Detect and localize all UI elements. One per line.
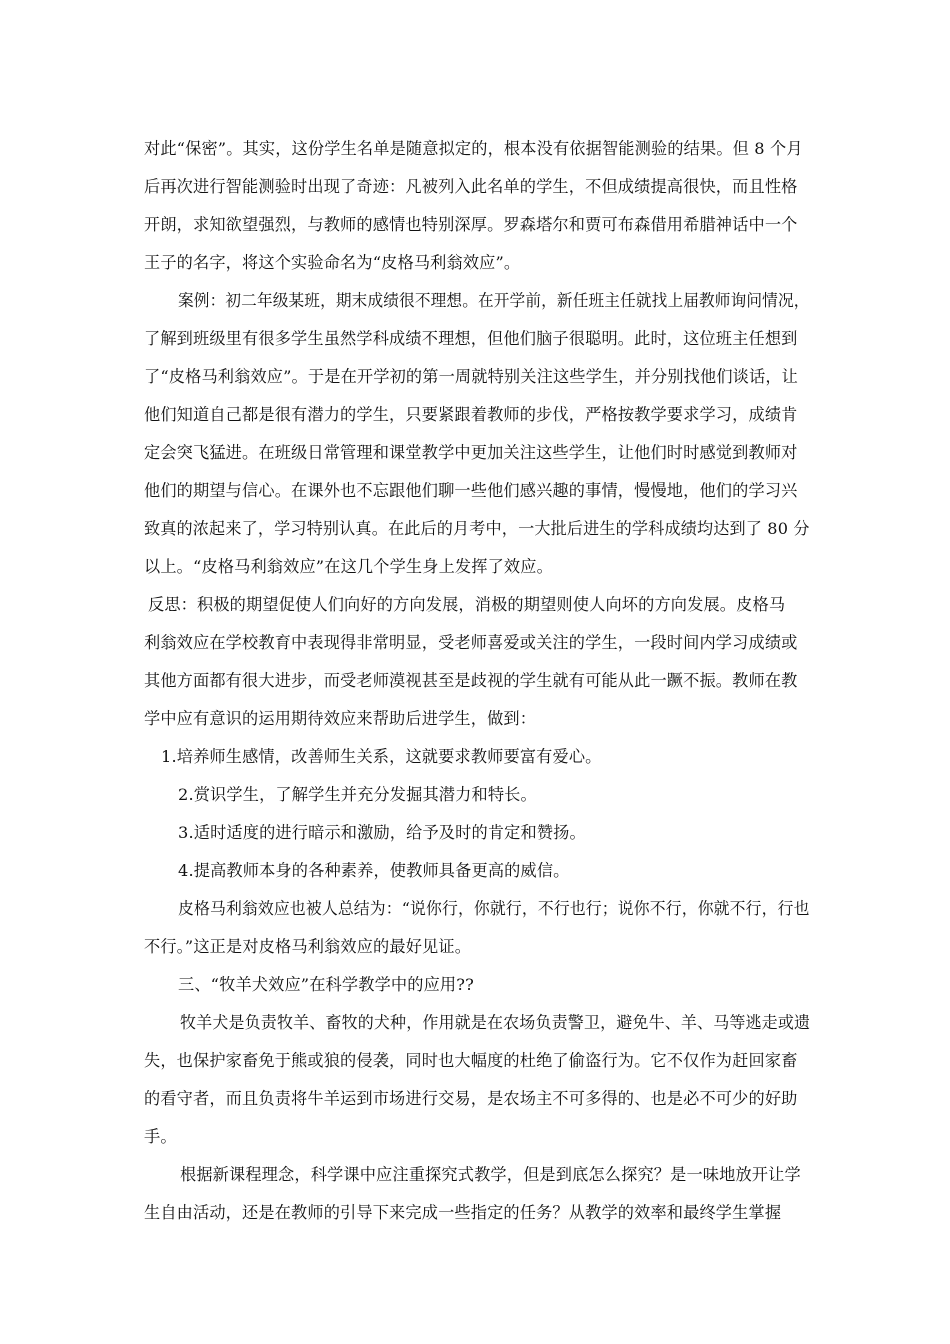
text-line: 牧羊犬是负责牧羊、畜牧的犬种，作用就是在农场负责警卫，避免牛、羊、马等逃走或遗 [180, 1013, 811, 1032]
text-line: 了“皮格马利翁效应”。于是在开学初的第一周就特别关注这些学生，并分别找他们谈话，让 [144, 367, 799, 386]
text-line: 定会突飞猛进。在班级日常管理和课堂教学中更加关注这些学生，让他们时时感觉到教师对 [144, 443, 798, 462]
list-item: 4.提高教师本身的各种素养，使教师具备更高的威信。 [178, 861, 570, 880]
text-line: 皮格马利翁效应也被人总结为：“说你行，你就行，不行也行；说你不行，你就不行，行也 [178, 899, 810, 918]
text-line: 致真的浓起来了，学习特别认真。在此后的月考中，一大批后进生的学科成绩均达到了 80 分 [144, 519, 810, 538]
text-line: 利翁效应在学校教育中表现得非常明显，受老师喜爱或关注的学生，一段时间内学习成绩或 [144, 633, 798, 652]
text-line: 案例：初二年级某班，期末成绩很不理想。在开学前，新任班主任就找上届教师询问情况， [178, 291, 810, 310]
text-line: 学中应有意识的运用期待效应来帮助后进学生，做到： [144, 709, 537, 728]
text-line: 根据新课程理念，科学课中应注重探究式教学，但是到底怎么探究？是一味地放开让学 [180, 1165, 801, 1184]
list-item: 1.培养师生感情，改善师生关系，这就要求教师要富有爱心。 [161, 747, 602, 766]
text-line: 的看守者，而且负责将牛羊运到市场进行交易，是农场主不可多得的、也是必不可少的好助 [144, 1089, 798, 1108]
text-line: 他们的期望与信心。在课外也不忘跟他们聊一些他们感兴趣的事情，慢慢地，他们的学习兴 [144, 481, 798, 500]
text-line: 王子的名字，将这个实验命名为“皮格马利翁效应”。 [144, 253, 521, 272]
text-line: 手。 [144, 1127, 177, 1146]
section-heading: 三、“牧羊犬效应”在科学教学中的应用?? [178, 975, 474, 994]
text-line: 生自由活动，还是在教师的引导下来完成一些指定的任务？从教学的效率和最终学生掌握 [144, 1203, 782, 1222]
text-line: 后再次进行智能测验时出现了奇迹：凡被列入此名单的学生，不但成绩提高很快，而且性格 [144, 177, 798, 196]
list-item: 3.适时适度的进行暗示和激励，给予及时的肯定和赞扬。 [178, 823, 586, 842]
text-line: 不行。”这正是对皮格马利翁效应的最好见证。 [144, 937, 472, 956]
text-line: 他们知道自己都是很有潜力的学生，只要紧跟着教师的步伐，严格按教学要求学习，成绩肯 [144, 405, 798, 424]
text-line: 失，也保护家畜免于熊或狼的侵袭，同时也大幅度的杜绝了偷盗行为。它不仅作为赶回家畜 [144, 1051, 798, 1070]
text-line: 了解到班级里有很多学生虽然学科成绩不理想，但他们脑子很聪明。此时，这位班主任想到 [144, 329, 798, 348]
text-line: 以上。“皮格马利翁效应”在这几个学生身上发挥了效应。 [144, 557, 553, 576]
text-line: 开朗，求知欲望强烈，与教师的感情也特别深厚。罗森塔尔和贾可布森借用希腊神话中一个 [144, 215, 798, 234]
text-line: 反思：积极的期望促使人们向好的方向发展，消极的期望则使人向坏的方向发展。皮格马 [148, 595, 786, 614]
text-line: 对此“保密”。其实，这份学生名单是随意拟定的，根本没有依据智能测验的结果。但 8 个月 [144, 139, 803, 158]
text-line: 其他方面都有很大进步，而受老师漠视甚至是歧视的学生就有可能从此一蹶不振。教师在教 [144, 671, 798, 690]
list-item: 2.赏识学生，了解学生并充分发掘其潜力和特长。 [178, 785, 537, 804]
